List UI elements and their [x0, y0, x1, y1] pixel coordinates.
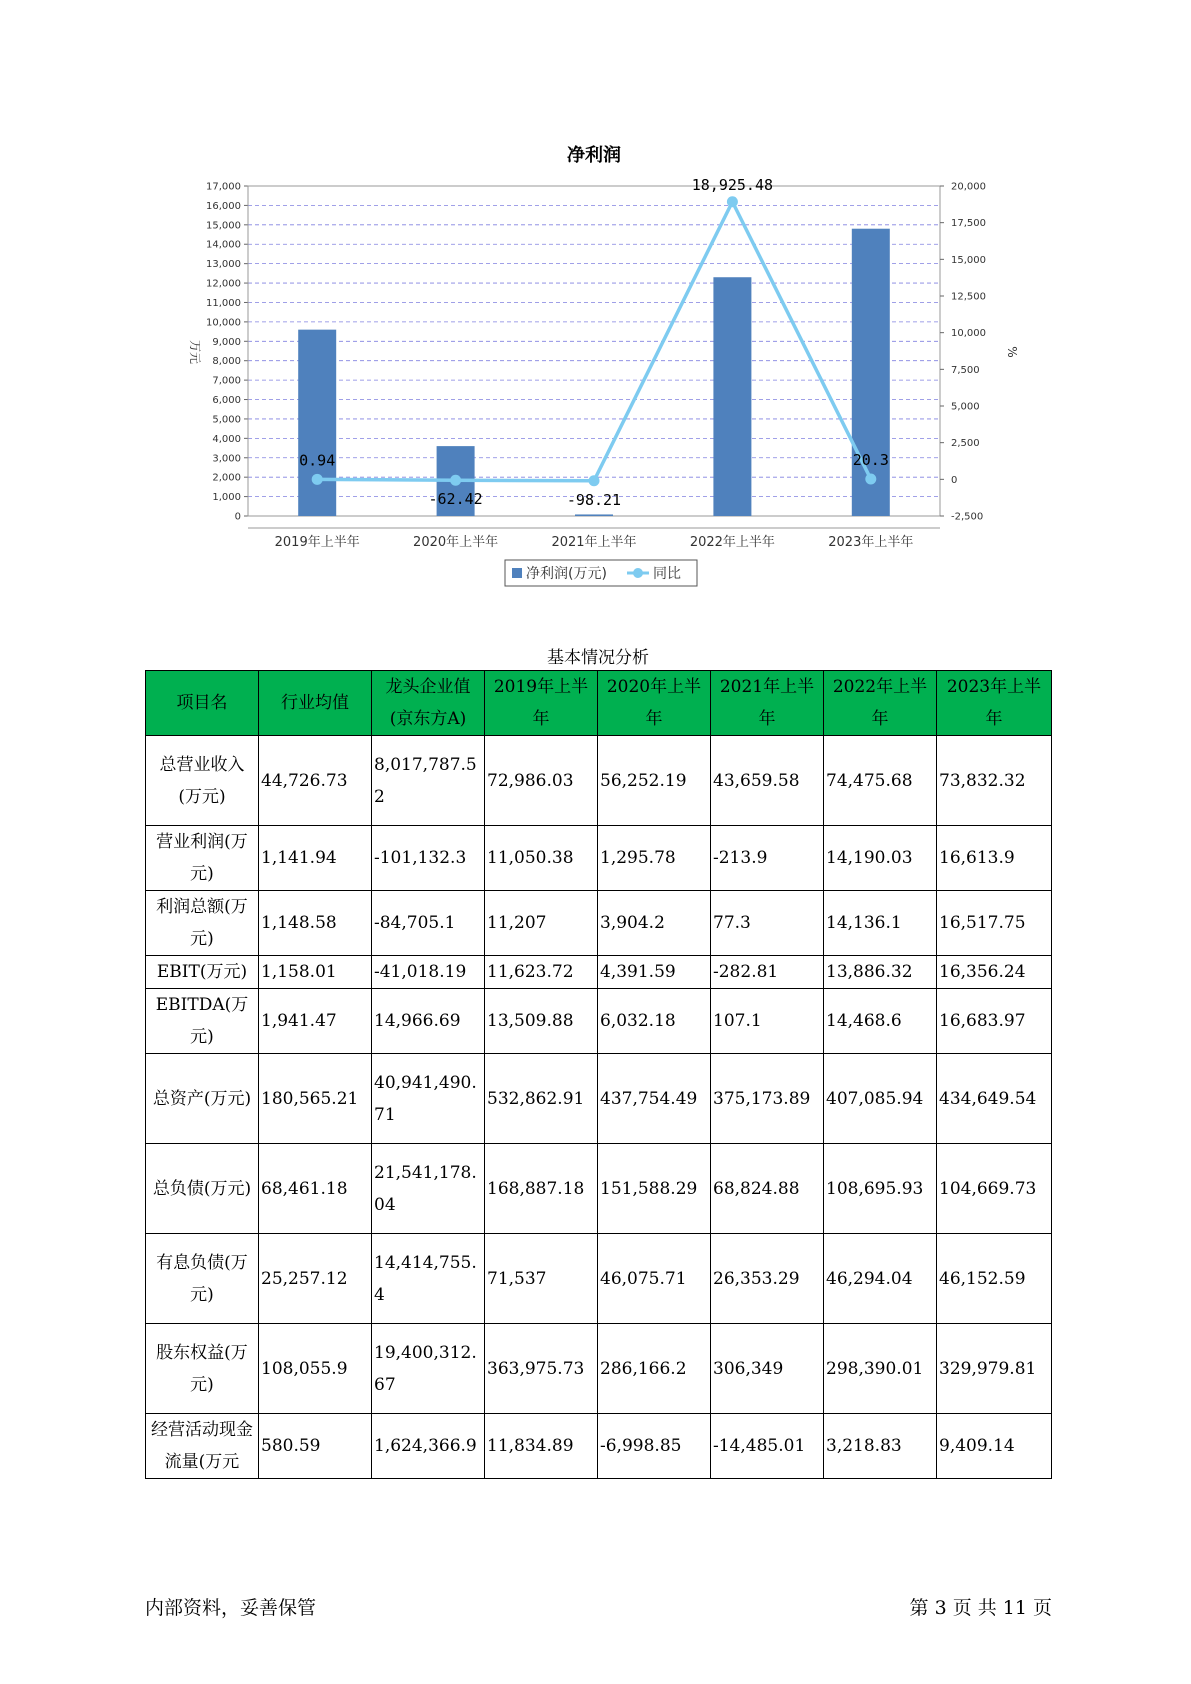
table-cell: -6,998.85 [598, 1414, 711, 1479]
table-cell: 16,683.97 [937, 989, 1052, 1054]
table-cell: 3,218.83 [824, 1414, 937, 1479]
table-cell: 25,257.12 [259, 1234, 372, 1324]
header-cell: 2022年上半年 [824, 671, 937, 736]
table-cell: 74,475.68 [824, 736, 937, 826]
bar-net-profit [298, 330, 336, 516]
y-right-tick-label: 0 [951, 474, 958, 486]
table-cell: 437,754.49 [598, 1054, 711, 1144]
row-label-cell: 经营活动现金流量(万元 [146, 1414, 259, 1479]
legend-swatch-marker [633, 568, 643, 578]
row-label-cell: 利润总额(万元) [146, 891, 259, 956]
table-cell: -41,018.19 [372, 956, 485, 989]
table-row [146, 1414, 1052, 1479]
y-left-tick-label: 9,000 [212, 336, 241, 348]
table-cell: 1,148.58 [259, 891, 372, 956]
x-tick-label: 2019年上半年 [274, 535, 360, 550]
row-label-cell: EBITDA(万元) [146, 989, 259, 1054]
table-cell: 107.1 [711, 989, 824, 1054]
line-point-yoy [312, 474, 323, 485]
table-cell: -84,705.1 [372, 891, 485, 956]
header-cell: 行业均值 [259, 671, 372, 736]
table-cell: 46,294.04 [824, 1234, 937, 1324]
table-row [146, 826, 1052, 891]
table-cell: 43,659.58 [711, 736, 824, 826]
table-cell: -282.81 [711, 956, 824, 989]
table-caption: 基本情况分析 [547, 648, 649, 668]
table-cell: -213.9 [711, 826, 824, 891]
table-cell: 1,295.78 [598, 826, 711, 891]
table-cell: 329,979.81 [937, 1324, 1052, 1414]
table-cell: 8,017,787.52 [372, 736, 485, 826]
table-cell: 72,986.03 [485, 736, 598, 826]
line-point-yoy [589, 475, 600, 486]
table-row [146, 956, 1052, 989]
y-right-tick-label: 12,500 [951, 291, 986, 303]
table-row [146, 1144, 1052, 1234]
y-left-tick-label: 7,000 [212, 375, 241, 387]
table-cell: 108,695.93 [824, 1144, 937, 1234]
header-cell: 2019年上半年 [485, 671, 598, 736]
header-cell: 龙头企业值(京东方A) [372, 671, 485, 736]
table-cell: 68,461.18 [259, 1144, 372, 1234]
y-left-tick-label: 16,000 [206, 200, 241, 212]
table-cell: 407,085.94 [824, 1054, 937, 1144]
y-left-tick-label: 2,000 [212, 472, 241, 484]
line-point-yoy [727, 196, 738, 207]
y-right-axis-title: % [1005, 346, 1019, 358]
table-cell: 77.3 [711, 891, 824, 956]
table-cell: 11,834.89 [485, 1414, 598, 1479]
y-left-tick-label: 15,000 [206, 220, 241, 232]
x-tick-label: 2022年上半年 [689, 535, 775, 550]
table-cell: 16,613.9 [937, 826, 1052, 891]
table-cell: 6,032.18 [598, 989, 711, 1054]
table-cell: 286,166.2 [598, 1324, 711, 1414]
table-row [146, 891, 1052, 956]
table-cell: 1,941.47 [259, 989, 372, 1054]
legend-label-line: 同比 [653, 566, 681, 582]
y-left-tick-label: 1,000 [212, 492, 241, 504]
y-left-tick-label: 17,000 [206, 181, 241, 193]
table-cell: 108,055.9 [259, 1324, 372, 1414]
bar-net-profit [713, 277, 751, 516]
legend-swatch-bar [512, 568, 522, 578]
y-left-tick-label: 0 [234, 511, 241, 523]
net-profit-chart [0, 0, 1191, 600]
x-tick-label: 2020年上半年 [413, 535, 499, 550]
table-cell: 14,190.03 [824, 826, 937, 891]
table-row [146, 1234, 1052, 1324]
data-label-yoy: -98.21 [566, 490, 622, 509]
table-cell: 11,050.38 [485, 826, 598, 891]
y-left-tick-label: 5,000 [212, 414, 241, 426]
table-cell: 46,152.59 [937, 1234, 1052, 1324]
table-cell: 375,173.89 [711, 1054, 824, 1144]
y-right-tick-label: 10,000 [951, 328, 986, 340]
data-label-yoy: 0.94 [299, 451, 336, 470]
row-label-cell: 有息负债(万元) [146, 1234, 259, 1324]
table-cell: 532,862.91 [485, 1054, 598, 1144]
y-left-tick-label: 11,000 [206, 297, 241, 309]
table-cell: 11,207 [485, 891, 598, 956]
table-cell: 14,966.69 [372, 989, 485, 1054]
y-right-tick-label: -2,500 [951, 511, 984, 523]
bar-net-profit [852, 229, 890, 516]
y-right-tick-label: 5,000 [951, 401, 980, 413]
table-cell: 1,624,366.9 [372, 1414, 485, 1479]
table-cell: 298,390.01 [824, 1324, 937, 1414]
y-left-tick-label: 6,000 [212, 395, 241, 407]
table-row [146, 1054, 1052, 1144]
y-left-tick-label: 3,000 [212, 453, 241, 465]
table-cell: 68,824.88 [711, 1144, 824, 1234]
line-point-yoy [865, 474, 876, 485]
y-right-tick-label: 17,500 [951, 218, 986, 230]
data-label-yoy: 20.3 [852, 451, 889, 470]
chart-title: 净利润 [567, 145, 621, 166]
row-label-cell: 总负债(万元) [146, 1144, 259, 1234]
y-left-tick-label: 4,000 [212, 433, 241, 445]
y-right-tick-label: 2,500 [951, 438, 980, 450]
x-tick-label: 2023年上半年 [828, 535, 914, 550]
y-right-tick-label: 20,000 [951, 181, 986, 193]
legend-label-bar: 净利润(万元) [526, 566, 607, 582]
plot-area-border [248, 186, 940, 516]
table-cell: 21,541,178.04 [372, 1144, 485, 1234]
chart-canvas [0, 0, 1191, 600]
table-row [146, 989, 1052, 1054]
table-cell: -101,132.3 [372, 826, 485, 891]
bar-net-profit [575, 514, 613, 516]
table-cell: 11,623.72 [485, 956, 598, 989]
table-cell: 40,941,490.71 [372, 1054, 485, 1144]
y-left-tick-label: 13,000 [206, 259, 241, 271]
table-cell: 44,726.73 [259, 736, 372, 826]
table-cell: 14,414,755.4 [372, 1234, 485, 1324]
table-cell: 580.59 [259, 1414, 372, 1479]
table-cell: 104,669.73 [937, 1144, 1052, 1234]
table-cell: 180,565.21 [259, 1054, 372, 1144]
y-left-tick-label: 8,000 [212, 356, 241, 368]
table-cell: 168,887.18 [485, 1144, 598, 1234]
y-left-tick-label: 10,000 [206, 317, 241, 329]
row-label-cell: EBIT(万元) [146, 956, 259, 989]
table-cell: 1,141.94 [259, 826, 372, 891]
table-row [146, 1324, 1052, 1414]
row-label-cell: 股东权益(万元) [146, 1324, 259, 1414]
footer-page-number: 第 3 页 共 11 页 [909, 1597, 1052, 1619]
table-cell: 1,158.01 [259, 956, 372, 989]
table-cell: 151,588.29 [598, 1144, 711, 1234]
table-cell: 363,975.73 [485, 1324, 598, 1414]
basic-analysis-table [145, 670, 1052, 1479]
y-left-tick-label: 12,000 [206, 278, 241, 290]
row-label-cell: 营业利润(万元) [146, 826, 259, 891]
data-label-yoy: -62.42 [428, 490, 483, 509]
table-cell: 71,537 [485, 1234, 598, 1324]
table-row [146, 736, 1052, 826]
line-point-yoy [450, 475, 461, 486]
table-cell: 26,353.29 [711, 1234, 824, 1324]
y-left-axis-title: 万元 [188, 339, 202, 365]
y-left-tick-label: 14,000 [206, 239, 241, 251]
table-cell: 73,832.32 [937, 736, 1052, 826]
table-cell: 9,409.14 [937, 1414, 1052, 1479]
table-cell: 46,075.71 [598, 1234, 711, 1324]
header-cell: 2021年上半年 [711, 671, 824, 736]
y-right-tick-label: 7,500 [951, 364, 980, 376]
table-cell: 3,904.2 [598, 891, 711, 956]
header-cell: 2023年上半年 [937, 671, 1052, 736]
table-cell: 306,349 [711, 1324, 824, 1414]
table-cell: 13,886.32 [824, 956, 937, 989]
table-cell: 434,649.54 [937, 1054, 1052, 1144]
table-cell: 16,517.75 [937, 891, 1052, 956]
table-cell: 14,468.6 [824, 989, 937, 1054]
table-cell: 56,252.19 [598, 736, 711, 826]
table-header-row [146, 671, 1052, 736]
table-cell: 19,400,312.67 [372, 1324, 485, 1414]
footer-confidential-note: 内部资料，妥善保管 [145, 1597, 317, 1619]
table-cell: 16,356.24 [937, 956, 1052, 989]
row-label-cell: 总营业收入(万元) [146, 736, 259, 826]
data-label-yoy: 18,925.48 [691, 175, 774, 194]
table-cell: -14,485.01 [711, 1414, 824, 1479]
table-cell: 14,136.1 [824, 891, 937, 956]
row-label-cell: 总资产(万元) [146, 1054, 259, 1144]
header-cell: 2020年上半年 [598, 671, 711, 736]
x-tick-label: 2021年上半年 [551, 535, 637, 550]
header-cell: 项目名 [146, 671, 259, 736]
y-right-tick-label: 15,000 [951, 254, 986, 266]
table-cell: 13,509.88 [485, 989, 598, 1054]
table-cell: 4,391.59 [598, 956, 711, 989]
